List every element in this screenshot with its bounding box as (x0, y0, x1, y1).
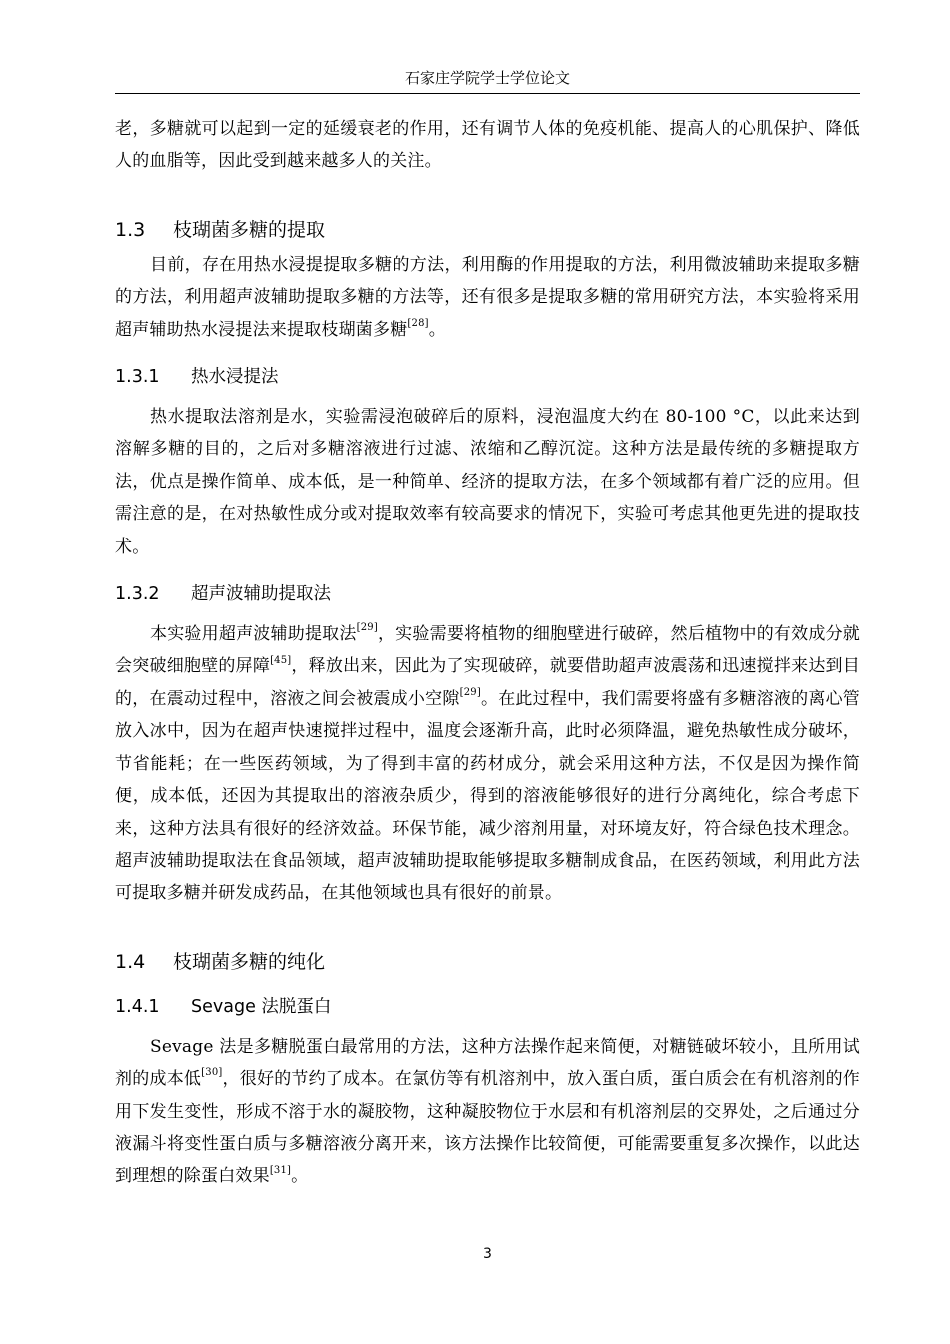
intro-paragraph: 老，多糖就可以起到一定的延缓衰老的作用，还有调节人体的免疫机能、提高人的心肌保护、降低人的血脂等，因此受到越来越多人的关注。 (115, 119, 860, 172)
paragraph-text: 本实验用超声波辅助提取法 (150, 624, 357, 645)
section-heading-1-3-1 (115, 364, 860, 390)
page-number: 3 (483, 1246, 492, 1262)
section-1-4-1-paragraph (115, 1031, 860, 1193)
section-heading-1-4 (115, 948, 860, 976)
paragraph-text: Sevage 法是多糖脱蛋白最常用的方法，这种方法操作起来简便，对糖链破坏较小，且所用试剂的成本低 (115, 1036, 860, 1090)
paragraph-text: 。在此过程中，我们需要将盛有多糖溶液的离心管放入冰中，因为在超声快速搅拌过程中，温度会逐渐升高，此时必须降温，避免热敏性成分破坏，节省能耗；在一些医药领域，为了得到丰富的药材成分，就会采用这种方法，不仅是因为操作简便，成本低，还因为其提取出的溶液杂质少，得到的溶液能够很好的进行分离纯化，综合考虑下来，这种方法具有很好的经济效益。环保节能，减少溶剂用量，对环境友好，符合绿色技术理念。超声波辅助提取法在食品领域，超声波辅助提取能够提取多糖制成食品，在医药领域，利用此方法可提取多糖并研发成药品，在其他领域也具有很好的前景。 (115, 688, 860, 904)
citation: [30] (201, 1067, 223, 1079)
header-divider (115, 93, 860, 94)
citation: [28] (407, 317, 429, 329)
section-title: 枝瑚菌多糖的纯化 (173, 950, 326, 973)
citation: [45] (270, 654, 292, 666)
section-number: 1.4 (115, 950, 146, 973)
citation: [31] (269, 1164, 292, 1176)
body-content (115, 113, 860, 1193)
section-1-3-paragraph (115, 249, 860, 346)
section-heading-1-3-2 (115, 581, 860, 607)
section-heading-1-3 (115, 216, 860, 244)
section-title: 枝瑚菌多糖的提取 (173, 218, 326, 241)
section-number: 1.3.1 (115, 367, 160, 388)
section-title: 超声波辅助提取法 (191, 584, 331, 605)
paragraph-text: 。 (291, 1166, 309, 1187)
paragraph-text: ，实验需要将植物的细胞壁进行破碎，然后植物中的有效成分就会突破细胞壁的屏障 (115, 624, 860, 677)
section-heading-1-4-1 (115, 994, 860, 1020)
citation: [29] (459, 687, 481, 699)
paragraph-text: ，释放出来，因此为了实现破碎，就要借助超声波震荡和迅速搅拌来达到目的，在震动过程中，溶液之间会被震成小空隙 (115, 656, 860, 709)
paragraph-text: ，很好的节约了成本。在氯仿等有机溶剂中，放入蛋白质，蛋白质会在有机溶剂的作用下发生变性，形成不溶于水的凝胶物，这种凝胶物位于水层和有机溶剂层的交界处，之后通过分液漏斗将变性蛋白质与多糖溶液分离开来，该方法操作比较简便，可能需要重复多次操作，以此达到理想的除蛋白效果 (115, 1069, 860, 1187)
running-header: 石家庄学院学士学位论文 (404, 69, 570, 87)
paragraph-text: 目前，存在用热水浸提提取多糖的方法，利用酶的作用提取的方法，利用微波辅助来提取多糖的方法，利用超声波辅助提取多糖的方法等，还有很多是提取多糖的常用研究方法，本实验将采用超声辅助热水浸提法来提取枝瑚菌多糖 (115, 254, 860, 340)
section-number: 1.4.1 (115, 996, 160, 1017)
section-title: Sevage 法脱蛋白 (191, 996, 332, 1017)
section-1-3-1-paragraph: 热水提取法溶剂是水，实验需浸泡破碎后的原料，浸泡温度大约在 80-100 °C，以此来达到溶解多糖的目的，之后对多糖溶液进行过滤、浓缩和乙醇沉淀。这种方法是最传统的多糖提取方法，优点是操作简单、成本低，是一种简单、经济的提取方法，在多个领域都有着广泛的应用。但需注意的是，在对热敏性成分或对提取效率有较高要求的情况下，实验可考虑其他更先进的提取技术。 (115, 407, 860, 557)
paragraph-end: 。 (428, 319, 446, 340)
section-number: 1.3 (115, 218, 146, 241)
section-1-3-2-paragraph (115, 618, 860, 910)
section-title: 热水浸提法 (191, 367, 279, 388)
citation: [29] (356, 622, 378, 634)
section-number: 1.3.2 (115, 584, 160, 605)
